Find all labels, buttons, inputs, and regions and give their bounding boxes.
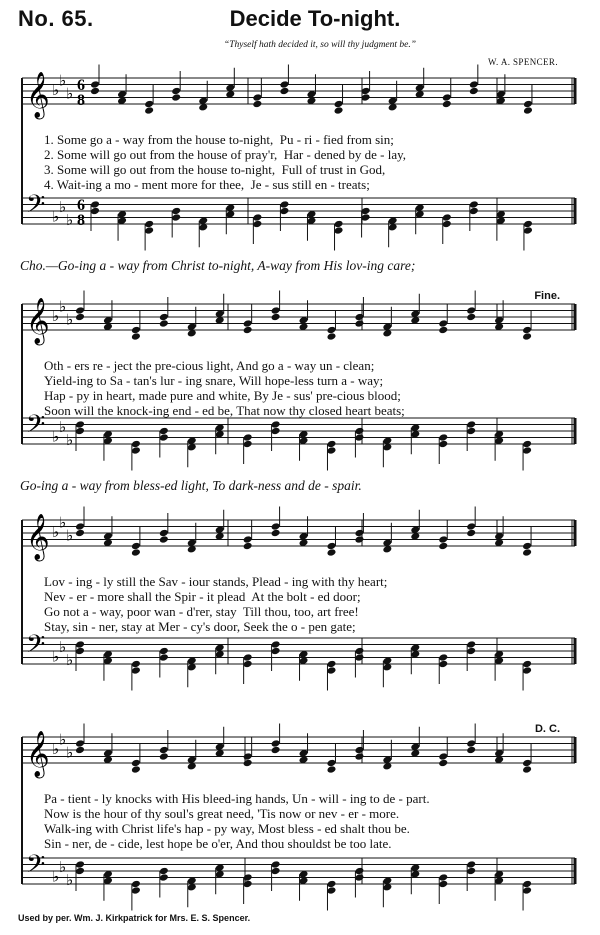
note-head: [466, 647, 476, 656]
note-head: [271, 746, 281, 755]
note-head: [252, 220, 262, 229]
note-head: [326, 666, 336, 675]
treble-clef-icon: 𝄞: [26, 72, 50, 118]
note-head: [131, 332, 141, 341]
note-head: [466, 867, 476, 876]
bass-clef-icon: 𝄢: [26, 190, 46, 225]
note-head: [159, 752, 169, 761]
verse-line: Lov - ing - ly still the Sav - iour stands, Plead - ing with thy heart;: [44, 574, 388, 589]
note-head: [131, 660, 141, 669]
note-head: [438, 660, 448, 669]
note-head: [438, 653, 448, 662]
note-head: [438, 542, 448, 551]
note-head: [466, 860, 476, 869]
note-head: [326, 759, 336, 768]
note-head: [438, 440, 448, 449]
note-head: [522, 326, 532, 335]
flat-icon: ♭: [52, 307, 60, 325]
note-head: [279, 207, 289, 216]
note-head: [75, 420, 85, 429]
verse-line: Nev - er - more shall the Spir - it plead At the bolt - ed door;: [44, 589, 361, 604]
bass-clef-icon: 𝄢: [26, 410, 46, 445]
note-head: [442, 100, 452, 109]
note-head: [523, 106, 533, 115]
note-head: [523, 220, 533, 229]
note-head: [271, 529, 281, 538]
note-head: [243, 326, 253, 335]
flat-icon: ♭: [59, 71, 67, 90]
verse-line: Now is the hour of thy soul's great need, 'Tis now or nev - er - more.: [44, 806, 400, 821]
verse-line: 3. Some will go out from the house to-night, Full of trust in God,: [44, 162, 386, 177]
note-head: [171, 207, 181, 216]
note-head: [354, 867, 364, 876]
note-head: [243, 440, 253, 449]
note-head: [442, 213, 452, 222]
note-head: [271, 427, 281, 436]
note-head: [326, 440, 336, 449]
verse-lines: [44, 132, 574, 192]
note-head: [159, 867, 169, 876]
note-head: [326, 326, 336, 335]
flat-icon: ♭: [59, 513, 67, 532]
note-head: [271, 640, 281, 649]
verse-lines: [44, 358, 574, 418]
note-head: [469, 80, 479, 89]
note-head: [522, 542, 532, 551]
note-head: [243, 880, 253, 889]
note-head: [334, 106, 344, 115]
note-head: [271, 306, 281, 315]
chorus-text: Go-ing a - way from bless-ed light, To dark-ness and de - spair.: [20, 478, 362, 493]
note-head: [442, 220, 452, 229]
note-head: [90, 200, 100, 209]
note-head: [159, 313, 169, 322]
verse-line: Sin - ner, de - cide, lest hope be o'er, And thou shouldst be too late.: [44, 836, 392, 851]
verse-line: Pa - tient - ly knocks with His bleed-ing hands, Un - will - ing to de - part.: [44, 791, 430, 806]
flat-icon: ♭: [52, 427, 60, 446]
note-head: [466, 306, 476, 315]
note-head: [144, 100, 154, 109]
note-head: [334, 226, 344, 235]
time-signature-denominator: 8: [77, 212, 85, 229]
verse-line: Hap - py in heart, made pure and white, By Je - sus' pre-cious blood;: [44, 388, 401, 403]
note-head: [271, 860, 281, 869]
flat-icon: ♭: [59, 857, 67, 876]
note-head: [75, 640, 85, 649]
note-head: [354, 427, 364, 436]
note-head: [90, 80, 100, 89]
note-head: [354, 873, 364, 882]
flat-icon: ♭: [52, 81, 60, 99]
note-head: [354, 313, 364, 322]
note-head: [243, 433, 253, 442]
note-head: [466, 313, 476, 322]
note-head: [522, 886, 532, 895]
note-head: [279, 80, 289, 89]
note-head: [90, 207, 100, 216]
note-head: [522, 440, 532, 449]
note-head: [334, 220, 344, 229]
flat-icon: ♭: [66, 210, 74, 229]
note-head: [75, 522, 85, 531]
note-head: [279, 87, 289, 96]
note-head: [438, 752, 448, 761]
composer-credit: W. A. SPENCER.: [487, 57, 558, 67]
note-head: [159, 529, 169, 538]
flat-icon: ♭: [66, 870, 74, 889]
note-head: [522, 332, 532, 341]
note-head: [466, 640, 476, 649]
note-head: [243, 759, 253, 768]
treble-clef-icon: 𝄞: [26, 514, 50, 560]
note-head: [466, 420, 476, 429]
note-head: [171, 87, 181, 96]
note-head: [243, 319, 253, 328]
note-head: [243, 542, 253, 551]
flat-icon: ♭: [52, 867, 60, 886]
note-head: [326, 660, 336, 669]
note-head: [243, 873, 253, 882]
note-head: [469, 207, 479, 216]
flat-icon: ♭: [59, 197, 67, 216]
note-head: [438, 535, 448, 544]
note-head: [466, 427, 476, 436]
note-head: [326, 886, 336, 895]
note-head: [75, 529, 85, 538]
verse-line: Oth - ers re - ject the pre-cious light, And go a - way un - clean;: [44, 358, 375, 373]
treble-clef-icon: 𝄞: [26, 298, 50, 344]
flat-icon: ♭: [66, 743, 74, 762]
note-head: [159, 746, 169, 755]
note-head: [469, 87, 479, 96]
note-head: [75, 746, 85, 755]
note-head: [144, 220, 154, 229]
note-head: [522, 548, 532, 557]
note-head: [522, 765, 532, 774]
note-head: [466, 529, 476, 538]
note-head: [131, 666, 141, 675]
note-head: [243, 660, 253, 669]
note-head: [438, 326, 448, 335]
note-head: [75, 647, 85, 656]
verse-line: Walk-ing with Christ life's hap - py way, Most bless - ed shalt thou be.: [44, 821, 410, 836]
note-head: [271, 420, 281, 429]
note-head: [75, 427, 85, 436]
time-signature-numerator: 6: [77, 197, 85, 214]
epigraph: “Thyself hath decided it, so will thy judgment be.”: [223, 40, 417, 50]
note-head: [159, 647, 169, 656]
flat-icon: ♭: [59, 297, 67, 316]
dc-marking: D. C.: [534, 723, 560, 735]
note-head: [171, 93, 181, 102]
note-head: [354, 752, 364, 761]
flat-icon: ♭: [66, 650, 74, 669]
note-head: [522, 880, 532, 889]
note-head: [438, 880, 448, 889]
note-head: [326, 446, 336, 455]
flat-icon: ♭: [66, 310, 74, 329]
flat-icon: ♭: [59, 637, 67, 656]
flat-icon: ♭: [66, 84, 74, 103]
note-head: [131, 759, 141, 768]
note-head: [159, 535, 169, 544]
note-head: [131, 548, 141, 557]
note-head: [252, 93, 262, 102]
note-head: [354, 433, 364, 442]
note-head: [271, 739, 281, 748]
note-head: [90, 87, 100, 96]
note-head: [438, 759, 448, 768]
note-head: [469, 200, 479, 209]
note-head: [243, 653, 253, 662]
note-head: [334, 100, 344, 109]
chorus-text: Cho.—Go-ing a - way from Christ to-night, A-way from His lov-ing care;: [20, 258, 416, 273]
note-head: [354, 746, 364, 755]
note-head: [75, 860, 85, 869]
note-head: [279, 200, 289, 209]
flat-icon: ♭: [59, 730, 67, 749]
note-head: [144, 106, 154, 115]
verse-line: Go not a - way, poor wan - d'rer, stay Till thou, too, art free!: [44, 604, 359, 619]
note-head: [522, 666, 532, 675]
hymn-title: Decide To-night.: [229, 6, 401, 31]
flat-icon: ♭: [66, 526, 74, 545]
note-head: [522, 759, 532, 768]
note-head: [354, 535, 364, 544]
note-head: [131, 326, 141, 335]
note-head: [159, 873, 169, 882]
note-head: [466, 746, 476, 755]
flat-icon: ♭: [52, 740, 60, 758]
note-head: [75, 739, 85, 748]
note-head: [159, 653, 169, 662]
note-head: [523, 226, 533, 235]
note-head: [75, 313, 85, 322]
note-head: [354, 653, 364, 662]
note-head: [159, 427, 169, 436]
note-head: [271, 522, 281, 531]
note-head: [522, 660, 532, 669]
note-head: [354, 647, 364, 656]
time-signature-denominator: 8: [77, 92, 85, 109]
note-head: [354, 319, 364, 328]
note-head: [438, 319, 448, 328]
note-head: [326, 765, 336, 774]
note-head: [522, 446, 532, 455]
verse-lines: [44, 791, 574, 851]
flat-icon: ♭: [59, 417, 67, 436]
note-head: [144, 226, 154, 235]
note-head: [131, 440, 141, 449]
note-head: [271, 313, 281, 322]
note-head: [326, 542, 336, 551]
flat-icon: ♭: [66, 430, 74, 449]
note-head: [326, 880, 336, 889]
note-head: [271, 647, 281, 656]
note-head: [252, 213, 262, 222]
bass-clef-icon: 𝄢: [26, 630, 46, 665]
note-head: [159, 433, 169, 442]
note-head: [159, 319, 169, 328]
treble-clef-icon: 𝄞: [26, 731, 50, 777]
verse-line: Yield-ing to Sa - tan's lur - ing snare, Will hope-less turn a - way;: [44, 373, 384, 388]
verse-line: Soon will the knock-ing end - ed be, That now thy closed heart beats;: [44, 403, 405, 418]
flat-icon: ♭: [52, 647, 60, 666]
note-head: [131, 886, 141, 895]
note-head: [354, 529, 364, 538]
note-head: [252, 100, 262, 109]
note-head: [523, 100, 533, 109]
fine-marking: Fine.: [534, 290, 560, 302]
bass-clef-icon: 𝄢: [26, 850, 46, 885]
note-head: [75, 867, 85, 876]
verse-line: 4. Wait-ing a mo - ment more for thee, Je - sus still en - treats;: [44, 177, 370, 192]
note-head: [243, 535, 253, 544]
note-head: [131, 765, 141, 774]
note-head: [438, 433, 448, 442]
note-head: [326, 548, 336, 557]
flat-icon: ♭: [52, 523, 60, 541]
note-head: [243, 752, 253, 761]
verse-line: Stay, sin - ner, stay at Mer - cy's door, Seek the o - pen gate;: [44, 619, 356, 634]
note-head: [75, 306, 85, 315]
verse-line: 2. Some will go out from the house of pray'r, Har - dened by de - lay,: [44, 147, 407, 162]
time-signature-numerator: 6: [77, 77, 85, 94]
note-head: [131, 880, 141, 889]
copyright-footer: Used by per. Wm. J. Kirkpatrick for Mrs. E. S. Spencer.: [18, 913, 251, 923]
note-head: [131, 446, 141, 455]
note-head: [466, 522, 476, 531]
verse-lines: [44, 574, 574, 634]
note-head: [171, 213, 181, 222]
note-head: [271, 867, 281, 876]
flat-icon: ♭: [52, 207, 60, 226]
note-head: [131, 542, 141, 551]
note-head: [466, 739, 476, 748]
hymn-number: No. 65.: [18, 6, 94, 31]
note-head: [438, 873, 448, 882]
verse-line: 1. Some go a - way from the house to-night, Pu - ri - fied from sin;: [44, 132, 394, 147]
note-head: [442, 93, 452, 102]
note-head: [326, 332, 336, 341]
